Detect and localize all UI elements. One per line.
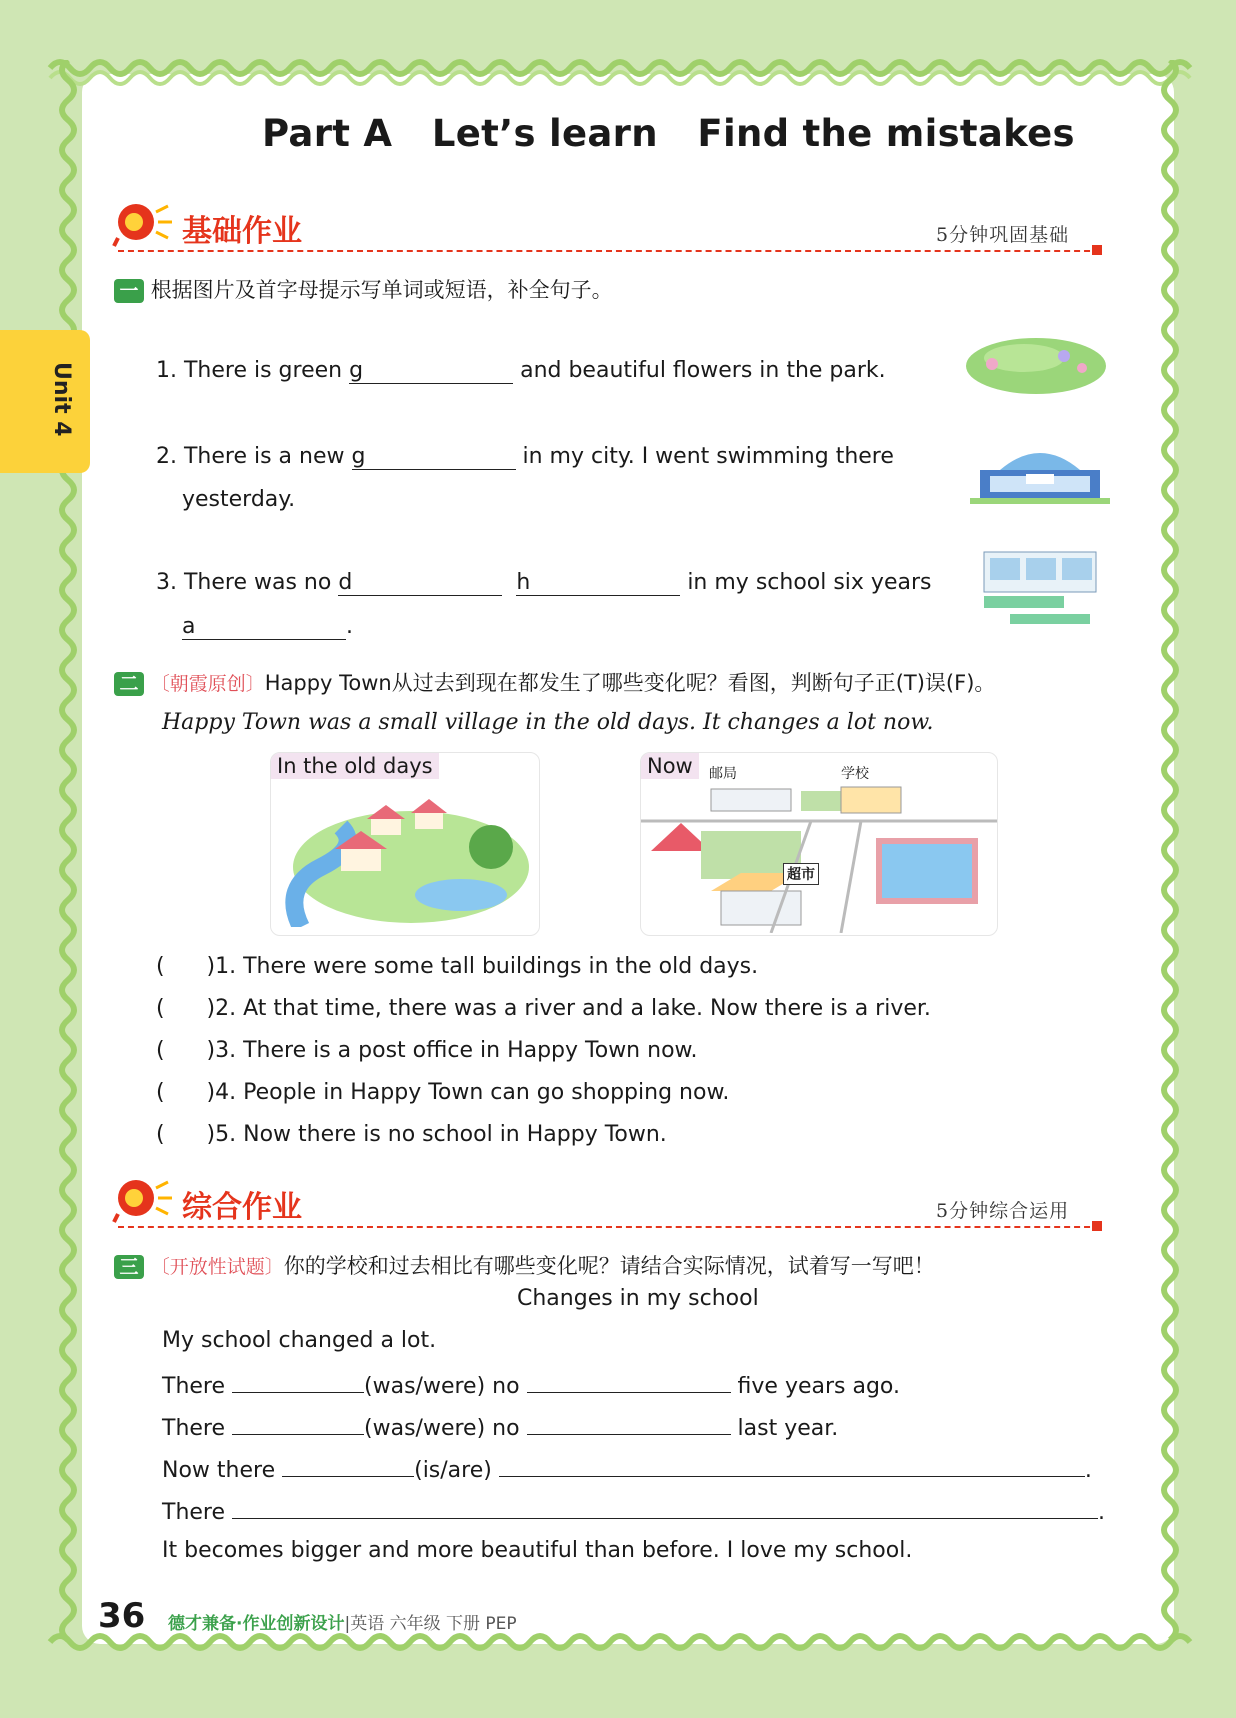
ex1-q1-blank[interactable] xyxy=(349,358,513,384)
footer-sep: | xyxy=(344,1614,351,1634)
tf-item xyxy=(156,954,758,979)
ex3-line2 xyxy=(162,1370,900,1399)
section1-divider xyxy=(118,250,1100,252)
ex1-q1-text-a: 1. There is green xyxy=(156,358,350,383)
ex1-header xyxy=(114,274,613,304)
tf-item-text: 5. Now there is no school in Happy Town. xyxy=(215,1122,667,1147)
ex1-q2-line2: yesterday. xyxy=(182,487,296,512)
answer-paren[interactable]: ( ) xyxy=(156,1122,216,1147)
ex3-l5-c: . xyxy=(1098,1500,1106,1525)
unit-tab xyxy=(0,330,90,473)
ex1-q1-hint: g xyxy=(349,358,364,383)
answer-paren[interactable]: ( ) xyxy=(156,996,216,1021)
speaker-mascot-icon xyxy=(112,1174,174,1224)
bottom-wave-border xyxy=(0,1628,1236,1668)
pic-old-label: In the old days xyxy=(271,753,439,779)
ex1-q2-blank[interactable] xyxy=(352,444,516,470)
top-wave-border xyxy=(0,48,1236,88)
ex3-l4-c: . xyxy=(1084,1458,1092,1483)
ex3-instruction: 你的学校和过去相比有哪些变化呢？请结合实际情况，试着写一写吧！ xyxy=(283,1254,935,1278)
ex2-badge: 二 xyxy=(114,672,144,696)
ex3-line5 xyxy=(162,1496,1105,1525)
pic-old-days xyxy=(270,752,540,936)
page-number: 36 xyxy=(98,1596,146,1636)
section1-divider-end xyxy=(1092,245,1102,255)
tf-item xyxy=(156,996,931,1021)
ex3-l2-a: There xyxy=(162,1374,233,1399)
ex3-l4-b: (is/are) xyxy=(414,1458,499,1483)
left-wave-border xyxy=(48,60,88,1660)
ex3-l2-blank2[interactable] xyxy=(527,1370,731,1393)
tf-item xyxy=(156,1122,667,1147)
ex1-q3-blank-2[interactable] xyxy=(516,570,680,596)
unit-tab-label: Unit 4 xyxy=(49,362,74,437)
ex3-heading: Changes in my school xyxy=(517,1286,759,1311)
ex1-q3-hint1: d xyxy=(338,570,353,595)
pic-now-school: 学校 xyxy=(841,766,869,782)
ex1-q2-text-a: 2. There is a new xyxy=(156,444,352,469)
ex3-tag: 〔开放性试题〕 xyxy=(150,1256,284,1278)
ex1-q2-hint: g xyxy=(351,444,366,469)
ex3-line3 xyxy=(162,1412,838,1441)
ex3-line6: It becomes bigger and more beautiful than before. I love my school. xyxy=(162,1538,913,1563)
ex1-q2 xyxy=(156,444,894,470)
gym-building-icon xyxy=(970,440,1110,504)
tf-item xyxy=(156,1080,729,1105)
ex3-line4 xyxy=(162,1454,1092,1483)
ex3-l5-blank[interactable] xyxy=(232,1496,1098,1519)
footer-info: 英语 六年级 下册 PEP xyxy=(350,1614,517,1634)
ex1-q3-text-a: 3. There was no xyxy=(156,570,339,595)
tf-item-text: 3. There is a post office in Happy Town now. xyxy=(215,1038,698,1063)
ex3-badge: 三 xyxy=(114,1255,144,1279)
section2-divider xyxy=(118,1226,1100,1228)
ex3-l3-b: (was/were) no xyxy=(364,1416,527,1441)
pic-now-supermarket: 超市 xyxy=(783,863,819,885)
ex1-q1-text-b: and beautiful flowers in the park. xyxy=(513,358,886,383)
ex3-l3-a: There xyxy=(162,1416,233,1441)
section2-heading: 综合作业 xyxy=(182,1190,302,1225)
ex3-l4-a: Now there xyxy=(162,1458,283,1483)
answer-paren[interactable]: ( ) xyxy=(156,1080,216,1105)
tf-item-text: 2. At that time, there was a river and a lake. Now there is a river. xyxy=(215,996,931,1021)
dining-hall-icon xyxy=(980,548,1100,634)
section1-heading: 基础作业 xyxy=(182,214,302,249)
page-sheet xyxy=(82,74,1174,1644)
ex3-l2-blank1[interactable] xyxy=(232,1370,364,1393)
ex3-l5-a: There xyxy=(162,1500,233,1525)
pic-now-post-office: 邮局 xyxy=(709,766,737,782)
ex3-header xyxy=(114,1250,935,1280)
ex2-tag: 〔朝霞原创〕 xyxy=(150,673,265,695)
right-wave-border xyxy=(1150,60,1190,1660)
ex3-l2-b: (was/were) no xyxy=(364,1374,527,1399)
village-illustration xyxy=(281,787,529,927)
ex3-l3-blank1[interactable] xyxy=(232,1412,364,1435)
ex1-q3-blank-3[interactable] xyxy=(182,614,346,640)
answer-paren[interactable]: ( ) xyxy=(156,1038,216,1063)
ex1-q3-hint3: a xyxy=(182,614,196,639)
ex1-q3-blank-1[interactable] xyxy=(338,570,502,596)
tf-item-text: 4. People in Happy Town can go shopping now. xyxy=(215,1080,730,1105)
ex1-q3-line2 xyxy=(182,614,353,640)
tf-item-text: 1. There were some tall buildings in the old days. xyxy=(215,954,759,979)
grass-flowers-icon xyxy=(964,328,1108,398)
ex1-q3-hint2: h xyxy=(516,570,531,595)
ex1-q3 xyxy=(156,570,931,596)
answer-paren[interactable]: ( ) xyxy=(156,954,216,979)
pic-now-label: Now xyxy=(641,753,699,779)
ex1-badge: 一 xyxy=(114,279,144,303)
page-title: Part A Let’s learn Find the mistakes xyxy=(262,112,1075,155)
ex3-l4-blank1[interactable] xyxy=(282,1454,414,1477)
ex3-l4-blank2[interactable] xyxy=(499,1454,1085,1477)
ex1-q3-end: . xyxy=(346,614,353,639)
footer-series xyxy=(168,1609,517,1634)
footer-series-name: 德才兼备·作业创新设计 xyxy=(168,1614,345,1634)
ex1-q3-text-b: in my school six years xyxy=(680,570,932,595)
town-illustration xyxy=(641,781,997,933)
speaker-mascot-icon xyxy=(112,198,174,248)
section1-subtitle: 5分钟巩固基础 xyxy=(936,224,1070,246)
ex2-instruction: Happy Town从过去到现在都发生了哪些变化呢？看图，判断句子正(T)误(F)。 xyxy=(264,671,996,695)
ex1-q2-text-b: in my city. I went swimming there xyxy=(515,444,894,469)
ex1-q1 xyxy=(156,358,886,384)
ex3-l3-c: last year. xyxy=(730,1416,839,1441)
section2-divider-end xyxy=(1092,1221,1102,1231)
ex3-l3-blank2[interactable] xyxy=(527,1412,731,1435)
ex3-line1: My school changed a lot. xyxy=(162,1328,437,1353)
ex3-l2-c: five years ago. xyxy=(730,1374,900,1399)
pic-now xyxy=(640,752,998,936)
tf-item xyxy=(156,1038,698,1063)
section2-subtitle: 5分钟综合运用 xyxy=(936,1200,1070,1222)
ex1-instruction: 根据图片及首字母提示写单词或短语，补全句子。 xyxy=(150,278,613,302)
ex2-header xyxy=(114,667,995,697)
ex2-intro: Happy Town was a small village in the old days. It changes a lot now. xyxy=(162,710,934,735)
